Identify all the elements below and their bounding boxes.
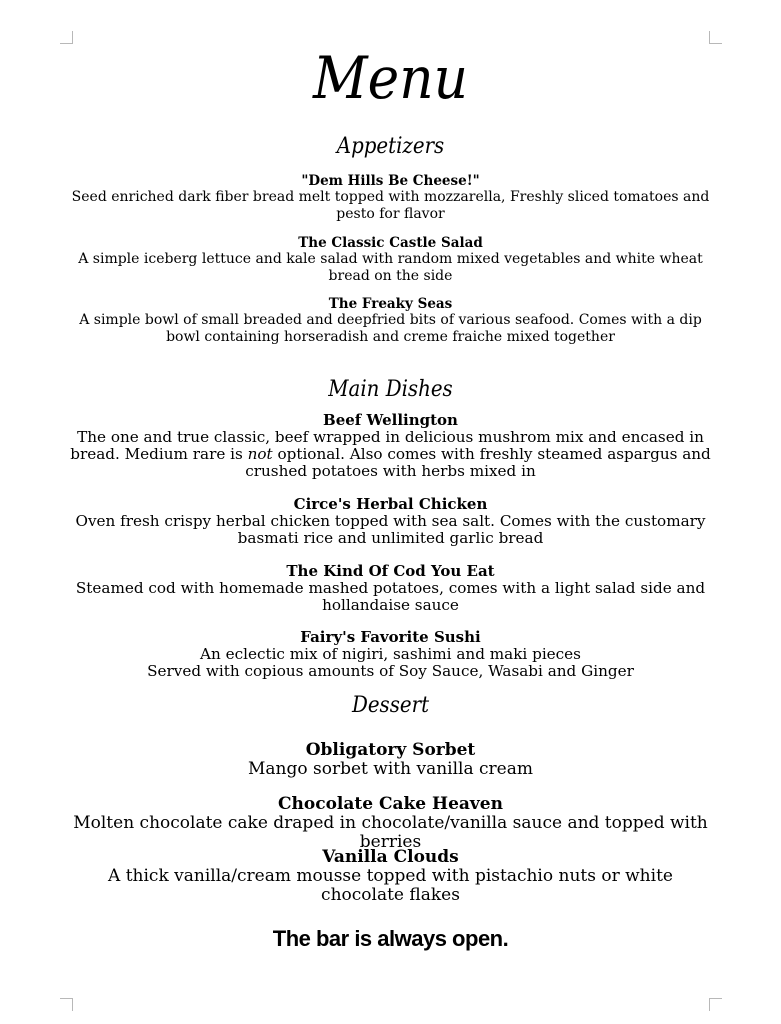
menu-item	[70, 235, 711, 284]
crop-mark-bottom-right	[709, 998, 722, 1011]
section-heading-main-dishes: Main Dishes	[328, 377, 453, 402]
item-name: The Classic Castle Salad	[298, 235, 483, 251]
menu-item	[70, 563, 711, 614]
item-description-line: An eclectic mix of nigiri, sashimi and maki pieces	[200, 645, 581, 663]
footer-note: The bar is always open.	[272, 926, 509, 951]
item-description-emphasis: not	[247, 444, 273, 463]
section-heading-appetizers: Appetizers	[336, 134, 445, 159]
item-name: The Freaky Seas	[328, 296, 453, 312]
crop-mark-bottom-left	[60, 998, 73, 1011]
menu-item	[70, 296, 711, 345]
item-name: The Kind Of Cod You Eat	[286, 562, 495, 580]
item-description: Steamed cod with homemade mashed potatoes, comes with a light salad side and hollandaise sauce	[75, 579, 706, 614]
item-description-part: The one and true classic, beef wrapped in delicious mushrom mix and encased in bread. Medium rare is	[70, 428, 704, 463]
item-description: Mango sorbet with vanilla cream	[248, 759, 533, 779]
item-name: Chocolate Cake Heaven	[278, 794, 503, 814]
menu-item	[70, 412, 711, 479]
item-name: Obligatory Sorbet	[305, 740, 476, 760]
item-description: A simple iceberg lettuce and kale salad with random mixed vegetables and white wheat bread on the side	[78, 251, 703, 284]
menu-item	[70, 848, 711, 905]
item-description: Oven fresh crispy herbal chicken topped with sea salt. Comes with the customary basmati rice and unlimited garlic bread	[75, 512, 706, 547]
item-description: Molten chocolate cake draped in chocolate/vanilla sauce and topped with berries	[73, 813, 708, 852]
item-name: Beef Wellington	[323, 411, 458, 429]
menu-item	[70, 173, 711, 222]
item-name: Circe's Herbal Chicken	[293, 495, 488, 513]
item-description-part: optional. Also comes with freshly steamed aspargus and crushed potatoes with herbs mixed in	[245, 444, 711, 480]
section-heading-dessert: Dessert	[351, 693, 430, 718]
item-description: A thick vanilla/cream mousse topped with pistachio nuts or white chocolate flakes	[108, 866, 673, 905]
item-name: "Dem Hills Be Cheese!"	[301, 173, 480, 189]
item-name: Vanilla Clouds	[322, 847, 459, 867]
page-title: Menu	[313, 44, 468, 112]
item-description	[70, 429, 711, 479]
item-description-line: Served with copious amounts of Soy Sauce, Wasabi and Ginger	[147, 661, 634, 680]
menu-item	[70, 496, 711, 547]
menu-item	[70, 795, 711, 852]
menu-item	[70, 629, 711, 680]
item-description: A simple bowl of small breaded and deepfried bits of various seafood. Comes with a dip bowl containing horseradish and creme fraiche mixed together	[79, 312, 702, 345]
item-description: Seed enriched dark fiber bread melt topped with mozzarella, Freshly sliced tomatoes and pesto for flavor	[71, 189, 710, 222]
item-name: Fairy's Favorite Sushi	[300, 628, 481, 646]
menu-item	[70, 741, 711, 779]
